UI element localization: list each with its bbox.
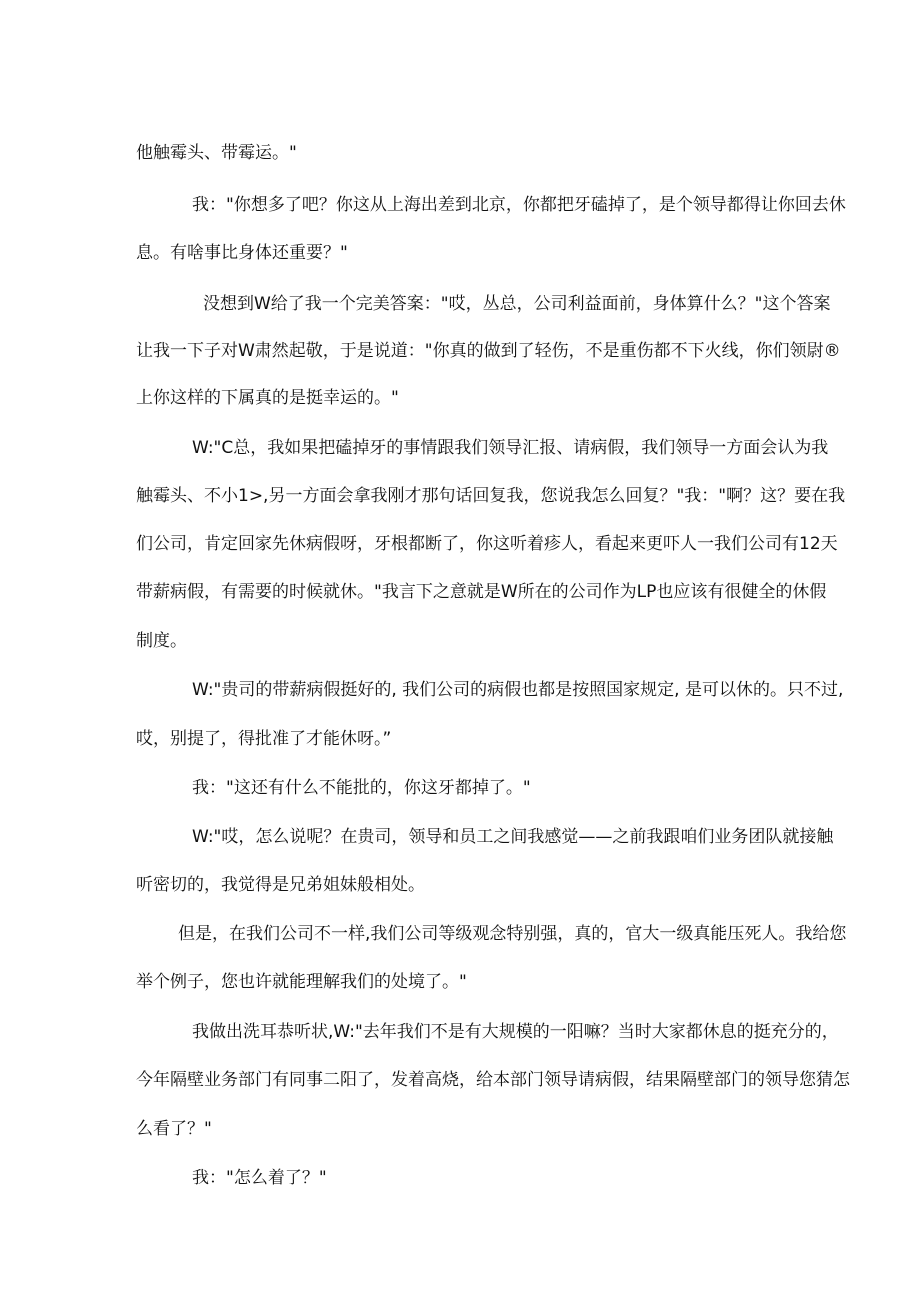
text-line-18: 举个例子，您也许就能理解我们的处境了。" bbox=[136, 972, 467, 992]
text-line-20: 今年隔壁业务部门有同事二阳了，发着高烧，给本部门领导请病假，结果隔壁部门的领导您猜怎 bbox=[136, 1070, 850, 1090]
text-line-7: W:"C总，我如果把磕掉牙的事情跟我们领导汇报、请病假，我们领导一方面会认为我 bbox=[192, 438, 829, 458]
text-line-3: 息。有啥事比身体还重要？" bbox=[136, 243, 348, 263]
text-line-2: 我："你想多了吧？你这从上海出差到北京，你都把牙磕掉了，是个领导都得让你回去休 bbox=[192, 195, 846, 215]
text-line-13: 哎，别提了，得批准了才能休呀。” bbox=[136, 729, 392, 749]
text-line-15: W:"哎，怎么说呢？在贵司，领导和员工之间我感觉——之前我跟咱们业务团队就接触 bbox=[192, 827, 834, 847]
text-line-16: 听密切的，我觉得是兄弟姐妹般相处。 bbox=[136, 875, 425, 895]
text-line-6: 上你这样的下属真的是挺幸运的。" bbox=[136, 388, 399, 408]
text-line-21: 么看了？" bbox=[136, 1119, 212, 1139]
text-line-4: 没想到W给了我一个完美答案："哎，丛总，公司利益面前，身体算什么？"这个答案 bbox=[203, 294, 831, 314]
text-line-17: 但是，在我们公司不一样,我们公司等级观念特别强，真的，官大一级真能压死人。我给您 bbox=[178, 924, 847, 944]
text-line-10: 带薪病假，有需要的时候就休。"我言下之意就是W所在的公司作为LP也应该有很健全的休假 bbox=[136, 582, 827, 602]
text-line-19: 我做出洗耳恭听状,W:"去年我们不是有大规模的一阳嘛？当时大家都休息的挺充分的， bbox=[192, 1022, 839, 1042]
text-line-5: 让我一下子对W肃然起敬，于是说道："你真的做到了轻伤，不是重伤都不下火线，你们领尉® bbox=[136, 341, 841, 361]
text-line-11: 制度。 bbox=[136, 631, 187, 651]
text-line-9: 们公司，肯定回家先休病假呀，牙根都断了，你这听着疹人，看起来更吓人一我们公司有12天 bbox=[136, 534, 838, 554]
text-line-1: 他触霉头、带霉运。" bbox=[136, 143, 297, 163]
text-line-12: W:"贵司的带薪病假挺好的, 我们公司的病假也都是按照国家规定, 是可以休的。只不过, bbox=[192, 680, 844, 700]
text-line-14: 我："这还有什么不能批的，你这牙都掉了。" bbox=[192, 778, 531, 798]
text-line-22: 我："怎么着了？" bbox=[192, 1168, 327, 1188]
text-line-8: 触霉头、不小1>,另一方面会拿我刚才那句话回复我，您说我怎么回复？"我："啊？这？要在我 bbox=[136, 486, 846, 506]
